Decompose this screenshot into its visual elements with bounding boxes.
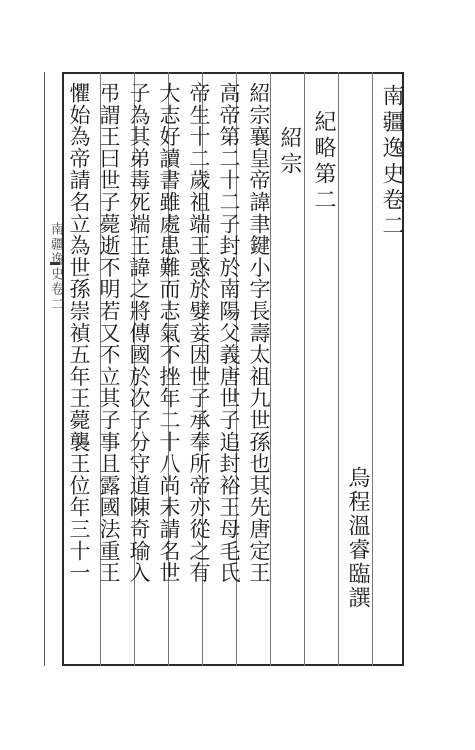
body-column: 高帝第二十二子封於南陽父義唐世子追封裕王母毛氏 bbox=[217, 82, 241, 584]
chapter-subtitle: 紹宗 bbox=[277, 126, 302, 178]
body-column: 懼始為帝請名立為世孫崇禎五年王薨襲王位年三十一 bbox=[67, 82, 91, 584]
body-column: 帝生十二歲祖端王惑於嬖妾因世子承奉所帝亦從之有 bbox=[187, 82, 211, 584]
author-line: 烏程溫睿臨譔 bbox=[345, 466, 370, 610]
column-rule bbox=[372, 72, 373, 666]
fold-label: 南疆逸史卷二 bbox=[48, 222, 63, 312]
body-column: 弔謂王曰世子薨逝不明若又不立其子事且露國法重王 bbox=[97, 82, 121, 584]
body-column: 大志好讀書雖處患難而志氣不挫年二十八尚未請名世 bbox=[157, 82, 181, 584]
body-column: 紹宗襄皇帝諱聿鍵小字長壽太祖九世孫也其先唐定王 bbox=[247, 82, 271, 584]
body-column: 子為其弟毒死端王諱之將傳國於次子分守道陳奇瑜入 bbox=[127, 82, 151, 584]
book-title: 南疆逸史卷二 bbox=[379, 84, 404, 240]
column-rule bbox=[304, 72, 305, 666]
section-heading: 紀略第二 bbox=[311, 110, 336, 214]
column-rule bbox=[338, 72, 339, 666]
